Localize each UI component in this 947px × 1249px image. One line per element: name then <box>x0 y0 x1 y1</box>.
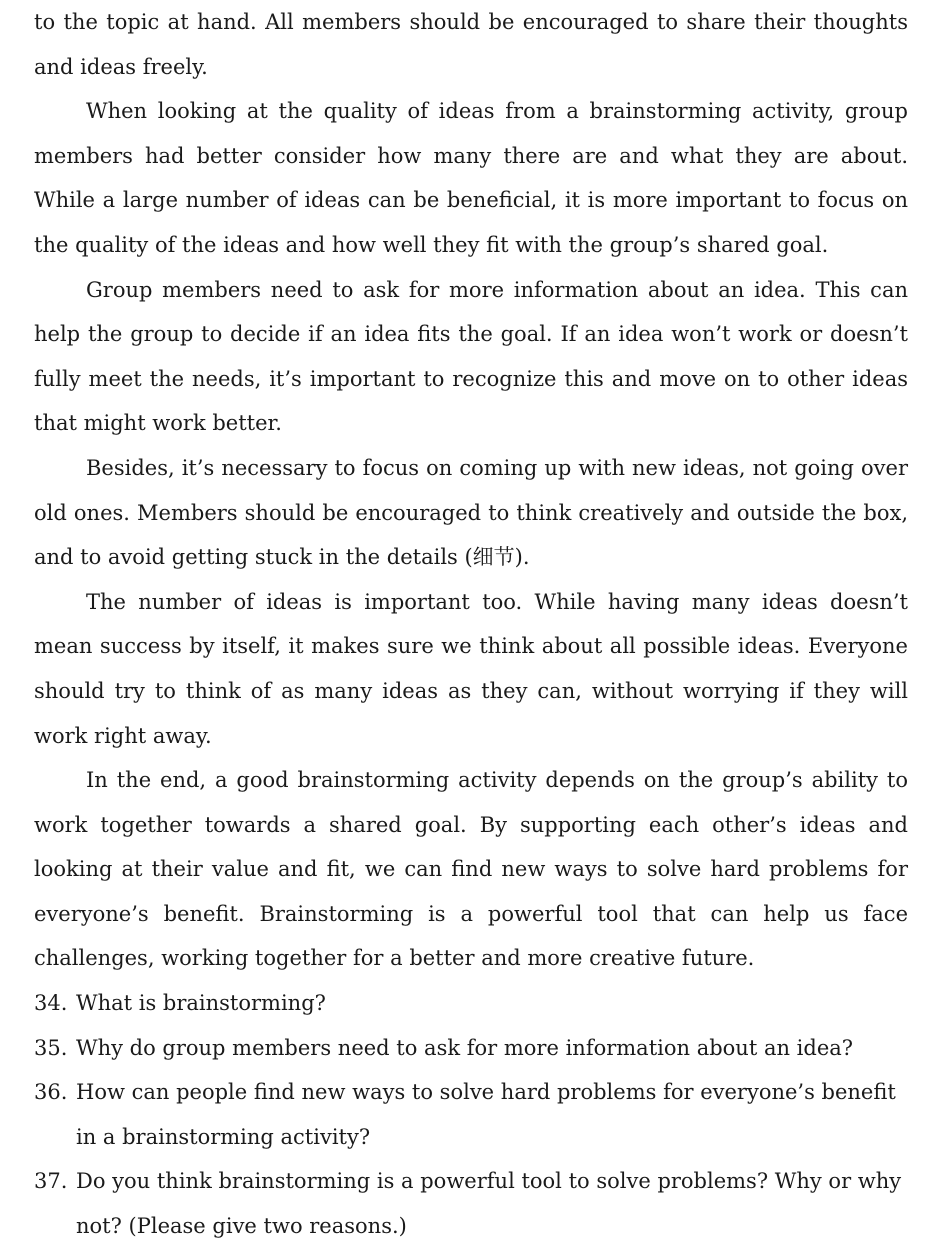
question-number: 37. <box>34 1169 68 1194</box>
passage-paragraph-1: to the topic at hand. All members should be encouraged to share their thoughts and ideas freely. <box>34 10 908 79</box>
question-list <box>34 981 908 1249</box>
document-page <box>34 0 908 1249</box>
question-36 <box>34 1070 908 1159</box>
question-34 <box>34 981 908 1026</box>
question-number: 36. <box>34 1080 68 1105</box>
passage-paragraph-5: The number of ideas is important too. While having many ideas doesn’t mean success by itself, it makes sure we think about all possible ideas. Everyone should try to think of as many ideas as they can, without worrying if they will work right away. <box>34 589 908 748</box>
question-number: 35. <box>34 1035 68 1060</box>
passage-paragraph-4: Besides, it’s necessary to focus on coming up with new ideas, not going over old ones. Members should be encouraged to think creatively and outside the box, and to avoid getting stuck in the details (细节). <box>34 455 908 570</box>
reading-passage <box>34 0 908 981</box>
question-text: Do you think brainstorming is a powerful tool to solve problems? Why or why not? (Please give two reasons.) <box>76 1169 902 1239</box>
question-text: Why do group members need to ask for more information about an idea? <box>76 1035 854 1060</box>
question-number: 34. <box>34 991 68 1016</box>
passage-paragraph-2: When looking at the quality of ideas from a brainstorming activity, group members had better consider how many there are and what they are about. While a large number of ideas can be beneficial, it is more important to focus on the quality of the ideas and how well they fit with the group’s shared goal. <box>34 99 908 257</box>
question-text: What is brainstorming? <box>76 991 326 1016</box>
question-37 <box>34 1159 908 1248</box>
passage-paragraph-6: In the end, a good brainstorming activity depends on the group’s ability to work together towards a shared goal. By supporting each other’s ideas and looking at their value and fit, we can find new ways to solve hard problems for everyone’s benefit. Brainstorming is a powerful tool that can help us face challenges, working together for a better and more creative future. <box>34 768 908 971</box>
question-text: How can people find new ways to solve hard problems for everyone’s benefit in a brainstorming activity? <box>76 1080 896 1149</box>
passage-paragraph-3: Group members need to ask for more information about an idea. This can help the group to decide if an idea fits the goal. If an idea won’t work or doesn’t fully meet the needs, it’s important to recognize this and move on to other ideas that might work better. <box>34 277 908 436</box>
question-35 <box>34 1026 908 1071</box>
